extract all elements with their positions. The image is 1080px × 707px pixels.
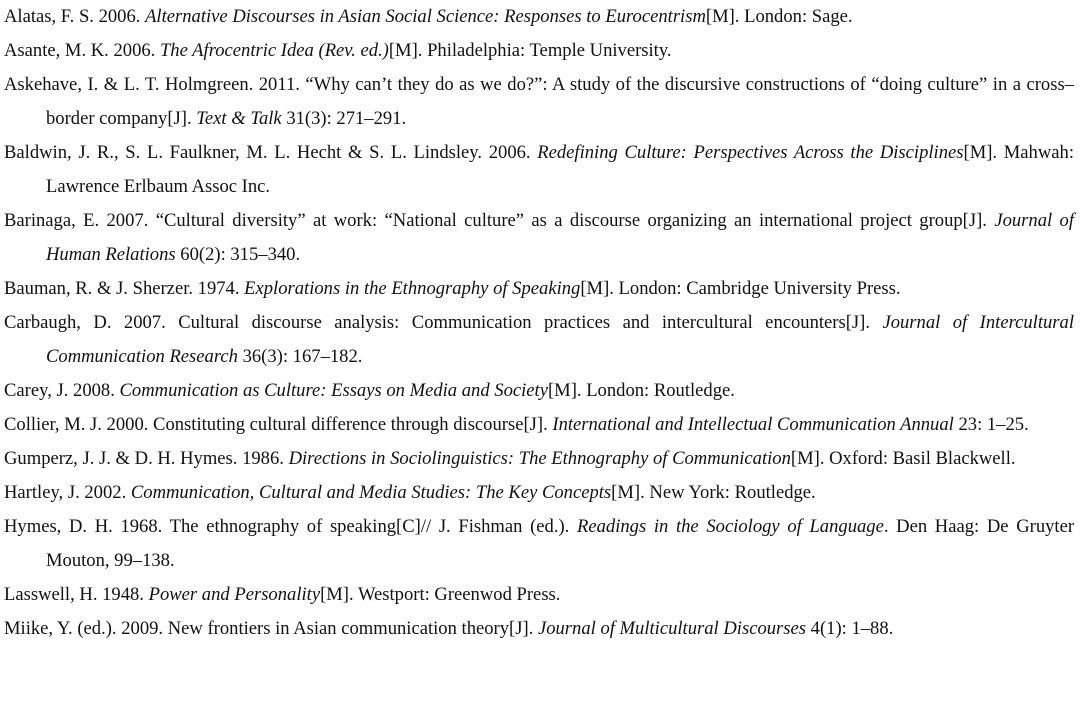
reference-title: Alternative Discourses in Asian Social Science: Responses to Eurocentrism bbox=[145, 6, 706, 27]
reference-entry bbox=[4, 578, 1074, 612]
reference-entry bbox=[4, 272, 1074, 306]
reference-text: Alatas, F. S. 2006. bbox=[4, 6, 146, 27]
reference-entry bbox=[4, 408, 1074, 442]
reference-text: [M]. London: Routledge. bbox=[547, 380, 735, 401]
reference-text: [M]. Mahwah: Lawrence Erlbaum Assoc Inc. bbox=[46, 142, 1074, 197]
reference-text: Barinaga, E. 2007. “Cultural diversity” at work: “National culture” as a discourse organizing an international project group[J]. bbox=[4, 210, 995, 231]
reference-entry bbox=[4, 612, 1074, 646]
reference-entry bbox=[4, 68, 1074, 136]
reference-entry bbox=[4, 510, 1074, 578]
reference-entry bbox=[4, 306, 1074, 374]
reference-title: Redefining Culture: Perspectives Across the Disciplines bbox=[537, 142, 964, 163]
reference-title: Explorations in the Ethnography of Speaking bbox=[244, 278, 581, 299]
reference-text: [M]. Philadelphia: Temple University. bbox=[388, 40, 672, 61]
reference-entry bbox=[4, 34, 1074, 68]
reference-text: 36(3): 167–182. bbox=[237, 346, 363, 367]
reference-text: Carey, J. 2008. bbox=[4, 380, 120, 401]
reference-title: Readings in the Sociology of Language bbox=[576, 516, 884, 537]
reference-text: Askehave, I. & L. T. Holmgreen. 2011. “Why can’t they do as we do?”: A study of the discursive constructions of “doing culture” in a cross–border company[J]. bbox=[4, 74, 1074, 129]
reference-title: Journal of Intercultural Communication Research bbox=[46, 312, 1074, 367]
reference-text: Lasswell, H. 1948. bbox=[4, 584, 149, 605]
reference-text: . Den Haag: De Gruyter Mouton, 99–138. bbox=[46, 516, 1075, 571]
reference-text: Baldwin, J. R., S. L. Faulkner, M. L. Hecht & S. L. Lindsley. 2006. bbox=[4, 142, 538, 163]
reference-text: [M]. New York: Routledge. bbox=[611, 482, 816, 503]
reference-title: Directions in Sociolinguistics: The Ethnography of Communication bbox=[288, 448, 791, 469]
reference-title: The Afrocentric Idea (Rev. ed.) bbox=[159, 40, 389, 61]
reference-title: Text & Talk bbox=[196, 108, 282, 129]
reference-text: Asante, M. K. 2006. bbox=[4, 40, 160, 61]
reference-title: Journal of Multicultural Discourses bbox=[537, 618, 807, 639]
reference-text: Hartley, J. 2002. bbox=[4, 482, 131, 503]
reference-entry bbox=[4, 442, 1074, 476]
reference-text: Hymes, D. H. 1968. The ethnography of speaking[C]// J. Fishman (ed.). bbox=[4, 516, 577, 537]
reference-text: Bauman, R. & J. Sherzer. 1974. bbox=[4, 278, 245, 299]
reference-text: Gumperz, J. J. & D. H. Hymes. 1986. bbox=[4, 448, 289, 469]
reference-entry bbox=[4, 204, 1074, 272]
reference-text: Collier, M. J. 2000. Constituting cultural difference through discourse[J]. bbox=[4, 414, 553, 435]
reference-title: Communication, Cultural and Media Studies: The Key Concepts bbox=[130, 482, 612, 503]
reference-title: International and Intellectual Communication Annual bbox=[552, 414, 954, 435]
reference-title: Journal of Human Relations bbox=[46, 210, 1074, 265]
reference-entry bbox=[4, 374, 1074, 408]
reference-text: 23: 1–25. bbox=[953, 414, 1029, 435]
reference-text: 4(1): 1–88. bbox=[806, 618, 894, 639]
reference-text: [M]. London: Sage. bbox=[705, 6, 853, 27]
reference-text: Carbaugh, D. 2007. Cultural discourse analysis: Communication practices and intercultural encounters[J]. bbox=[4, 312, 883, 333]
reference-title: Communication as Culture: Essays on Media and Society bbox=[119, 380, 548, 401]
reference-text: [M]. London: Cambridge University Press. bbox=[580, 278, 901, 299]
reference-text: 60(2): 315–340. bbox=[175, 244, 301, 265]
reference-title: Power and Personality bbox=[148, 584, 321, 605]
reference-entry bbox=[4, 0, 1074, 34]
reference-text: 31(3): 271–291. bbox=[281, 108, 407, 129]
reference-entry bbox=[4, 136, 1074, 204]
reference-text: [M]. Oxford: Basil Blackwell. bbox=[790, 448, 1016, 469]
reference-entry bbox=[4, 476, 1074, 510]
reference-text: Miike, Y. (ed.). 2009. New frontiers in Asian communication theory[J]. bbox=[4, 618, 538, 639]
reference-text: [M]. Westport: Greenwod Press. bbox=[320, 584, 561, 605]
